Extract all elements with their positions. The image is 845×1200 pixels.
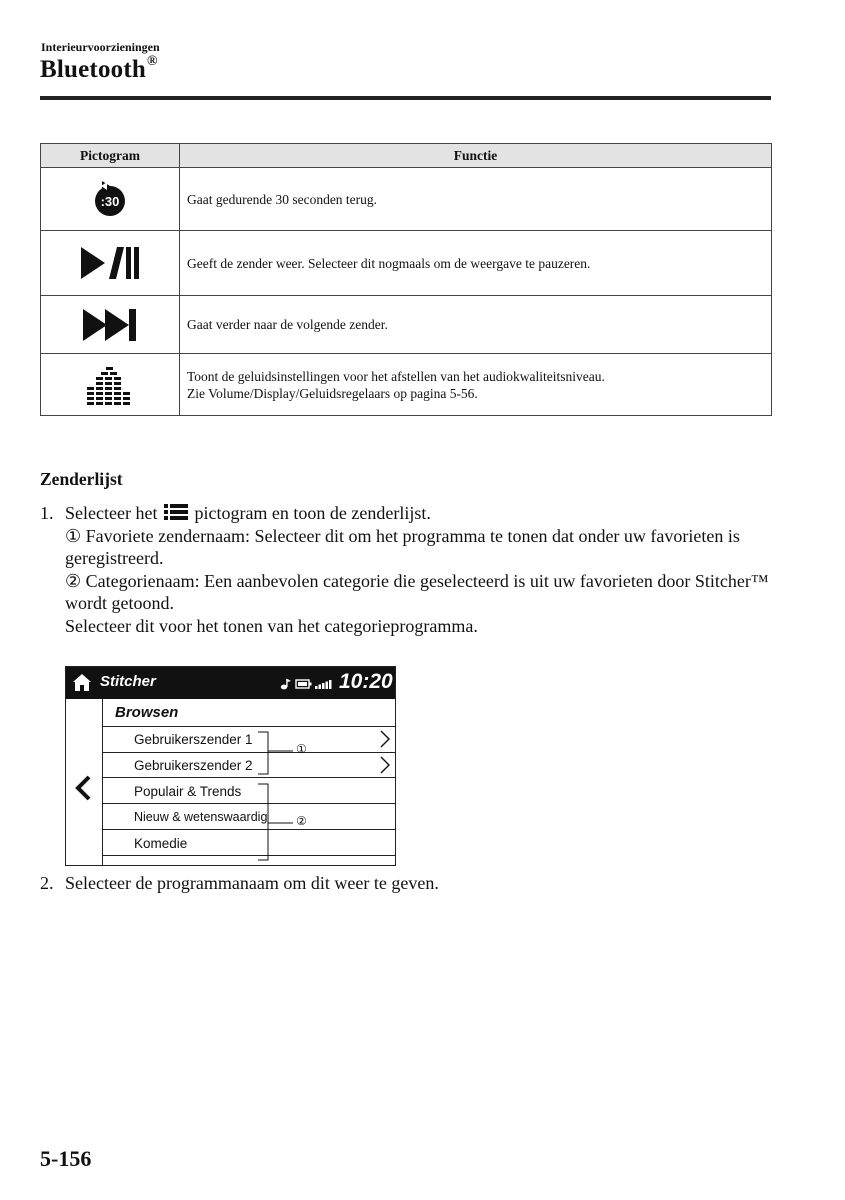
table-row (41, 168, 772, 231)
clock: 10:20 (339, 670, 393, 693)
row-description: Gaat gedurende 30 seconden terug. (187, 191, 378, 207)
table-row (41, 296, 772, 354)
chevron-right-icon (380, 730, 390, 748)
stitcher-screen (65, 666, 396, 866)
section-label: Interieurvoorzieningen (41, 40, 160, 54)
row-description: Gaat verder naar de volgende zender. (187, 317, 388, 332)
rewind-30-label: :30 (100, 194, 120, 209)
pictogram-table (40, 143, 772, 416)
step-1-item-1: ① Favoriete zendernaam: Selecteer dit om het programma te tonen dat onder uw favorieten is geregistreerd. (65, 525, 740, 568)
app-name: Stitcher (100, 673, 156, 690)
back-chevron-icon[interactable] (74, 775, 92, 801)
step-1-note: Selecteer dit voor het tonen van het categorieprogramma. (65, 615, 478, 636)
row-description: Geeft de zender weer. Selecteer dit nogmaals om de weergave te pauzeren. (187, 255, 591, 271)
home-icon[interactable] (73, 674, 91, 691)
sound-settings-icon (86, 364, 134, 406)
row-description-reference: Zie Volume/Display/Geluidsregelaars op pagina 5-56. (187, 385, 478, 401)
step-2 (40, 872, 439, 894)
signal-icon (315, 680, 332, 689)
row-description: Toont de geluidsinstellingen voor het afstellen van het audiokwaliteitsniveau. (187, 368, 605, 384)
play-pause-icon (79, 245, 141, 281)
title-rule (40, 96, 771, 100)
battery-icon (296, 680, 312, 688)
step-2-text: Selecteer de programmanaam om dit weer te geven. (65, 873, 439, 893)
page-number: 5-156 (40, 1146, 92, 1171)
page-title: Bluetooth® (40, 54, 158, 83)
music-note-icon (281, 679, 291, 689)
back-panel[interactable] (66, 699, 103, 865)
list-item-label: Gebruikerszender 2 (134, 758, 253, 773)
status-icons (280, 678, 334, 690)
list-title: Browsen (103, 699, 395, 727)
rewind-30-icon (90, 179, 130, 219)
list-item-label: Gebruikerszender 1 (134, 732, 253, 747)
list-item-label: Populair & Trends (134, 784, 242, 799)
chevron-right-icon (380, 756, 390, 774)
section-heading: Zenderlijst (40, 469, 123, 489)
callout-2: ② (296, 814, 307, 828)
screen-header (66, 667, 395, 699)
step-number: 1. (40, 503, 54, 523)
step-number: 2. (40, 873, 54, 893)
list-item-label: Komedie (134, 836, 188, 851)
list-icon (164, 503, 188, 521)
registered-mark: ® (146, 54, 158, 69)
list-item-label: Nieuw & wetenswaardig (134, 810, 268, 824)
table-row (41, 231, 772, 296)
step-1 (40, 502, 780, 637)
table-row (41, 354, 772, 416)
step-1-item-2: ② Categorienaam: Een aanbevolen categorie die geselecteerd is uit uw favorieten door Stitcher™ wordt getoond. (65, 570, 769, 613)
skip-next-icon (81, 307, 139, 343)
callout-1: ① (296, 742, 307, 756)
step-1-instruction: Selecteer het pictogram en toon de zenderlijst. (65, 503, 431, 523)
column-header-function: Functie (180, 144, 772, 168)
column-header-pictogram: Pictogram (41, 144, 180, 168)
